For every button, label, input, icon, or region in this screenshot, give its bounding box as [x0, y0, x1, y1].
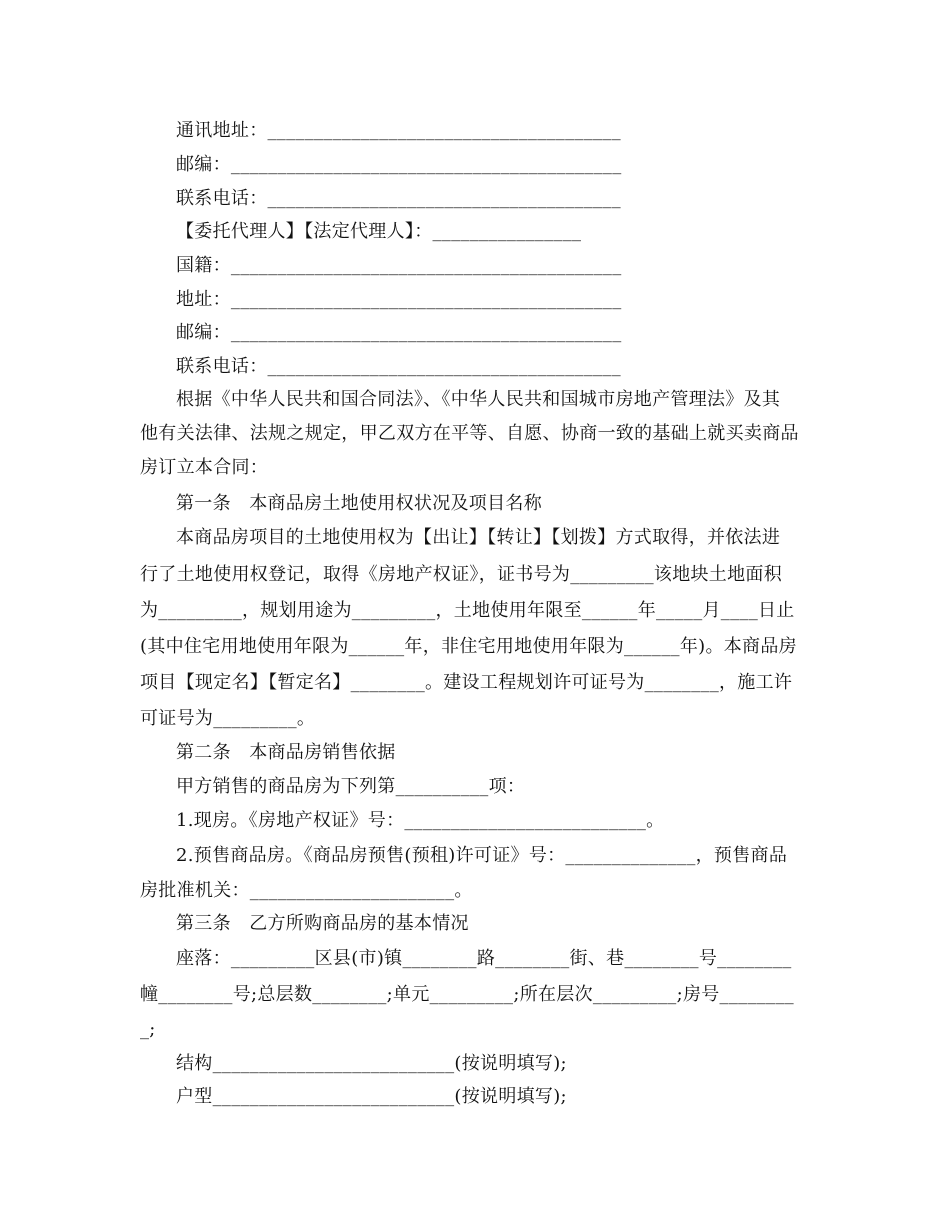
- section-heading: 第一条 本商品房土地使用权状况及项目名称: [176, 493, 542, 514]
- text-line: 地址：__________________________________________: [176, 289, 622, 310]
- text-line: 结构__________________________(按说明填写);: [176, 1053, 567, 1074]
- text-line: 2.预售商品房。《商品房预售(预租)许可证》号：______________，预售商品: [176, 845, 788, 866]
- text-line: _;: [140, 1019, 156, 1040]
- text-line: 房订立本合同：: [140, 457, 269, 478]
- text-line: 【委托代理人】【法定代理人】：________________: [176, 221, 582, 242]
- text-line: 本商品房项目的土地使用权为【出让】【转让】【划拨】方式取得，并依法进: [176, 527, 781, 548]
- text-line: 座落：_________区县(市)镇________路________街、巷________号________: [176, 948, 792, 969]
- text-line: 行了土地使用权登记，取得《房地产权证》，证书号为_________该地块土地面积: [140, 564, 782, 585]
- text-line: 户型__________________________(按说明填写);: [176, 1086, 567, 1107]
- text-line: 国籍：__________________________________________: [176, 255, 622, 276]
- text-line: 邮编：__________________________________________: [176, 154, 622, 175]
- section-heading: 第二条 本商品房销售依据: [176, 742, 396, 763]
- text-line: 甲方销售的商品房为下列第__________项：: [176, 776, 526, 797]
- text-line: 项目【现定名】【暂定名】________。建设工程规划许可证号为________，施工许: [140, 672, 793, 693]
- section-heading: 第三条 乙方所购商品房的基本情况: [176, 913, 469, 934]
- text-line: 房批准机关：______________________。: [140, 880, 473, 901]
- text-line: 通讯地址：______________________________________: [176, 120, 621, 141]
- text-line: 联系电话：______________________________________: [176, 356, 621, 377]
- text-line: 联系电话：______________________________________: [176, 188, 621, 209]
- text-line: 为_________，规划用途为_________，土地使用年限至______年_____月____日止: [140, 600, 795, 621]
- text-line: 可证号为_________。: [140, 708, 316, 729]
- text-line: 根据《中华人民共和国合同法》、《中华人民共和国城市房地产管理法》及其: [176, 389, 781, 410]
- text-line: 幢________号;总层数________;单元_________;所在层次_________;房号________: [140, 984, 794, 1005]
- text-line: 邮编：__________________________________________: [176, 322, 622, 343]
- text-line: 1.现房。《房地产权证》号：__________________________。: [176, 810, 665, 831]
- text-line: (其中住宅用地使用年限为______年，非住宅用地使用年限为______年)。本商品房: [140, 636, 797, 657]
- text-line: 他有关法律、法规之规定，甲乙双方在平等、自愿、协商一致的基础上就买卖商品: [140, 423, 799, 444]
